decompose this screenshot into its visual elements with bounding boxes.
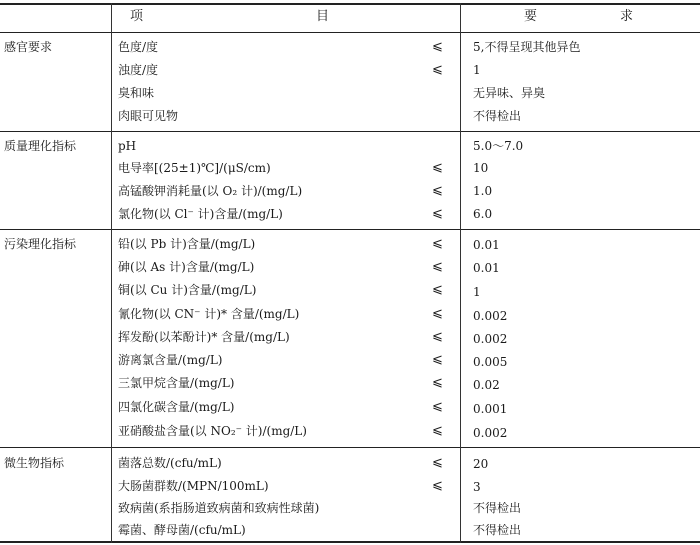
item-label: 臭和味 <box>118 86 155 100</box>
item-label: 霉菌、酵母菌/(cfu/mL) <box>118 523 246 537</box>
item-label: 砷(以 As 计)含量/(mg/L) <box>118 260 255 274</box>
bottom-rule <box>0 541 700 543</box>
item-label: 致病菌(系指肠道致病菌和致病性球菌) <box>118 501 320 515</box>
item-label: 肉眼可见物 <box>118 109 179 123</box>
category-label: 感官要求 <box>4 40 53 54</box>
requirement-value: 0.002 <box>473 309 508 323</box>
section-rule-2 <box>0 229 700 230</box>
requirement-value: 0.001 <box>473 402 508 416</box>
operator: ⩽ <box>432 62 443 77</box>
requirement-value: 5.0～7.0 <box>473 139 524 153</box>
requirement-value: 不得检出 <box>473 109 522 123</box>
requirement-value: 10 <box>473 161 489 175</box>
operator: ⩽ <box>432 423 443 438</box>
requirement-column-divider <box>460 3 461 543</box>
operator: ⩽ <box>432 306 443 321</box>
operator: ⩽ <box>432 282 443 297</box>
operator: ⩽ <box>432 478 443 493</box>
item-label: 浊度/度 <box>118 63 159 77</box>
operator: ⩽ <box>432 39 443 54</box>
requirement-value: 1 <box>473 285 481 299</box>
operator: ⩽ <box>432 352 443 367</box>
item-label: 铜(以 Cu 计)含量/(mg/L) <box>118 283 257 297</box>
header-rule <box>0 32 700 33</box>
item-label: 三氯甲烷含量/(mg/L) <box>118 376 235 390</box>
item-label: 电导率[(25±1)℃]/(μS/cm) <box>118 161 271 175</box>
section-rule-3 <box>0 447 700 448</box>
section-rule-1 <box>0 131 700 132</box>
category-label: 微生物指标 <box>4 456 65 470</box>
operator: ⩽ <box>432 183 443 198</box>
category-label: 污染理化指标 <box>4 237 77 251</box>
category-column-divider <box>111 3 112 543</box>
item-label: 游离氯含量/(mg/L) <box>118 353 223 367</box>
operator: ⩽ <box>432 259 443 274</box>
requirement-value: 不得检出 <box>473 501 522 515</box>
item-label: 色度/度 <box>118 40 159 54</box>
operator: ⩽ <box>432 399 443 414</box>
requirement-value: 5,不得呈现其他异色 <box>473 40 581 54</box>
operator: ⩽ <box>432 375 443 390</box>
operator: ⩽ <box>432 329 443 344</box>
requirement-value: 0.002 <box>473 332 508 346</box>
requirement-value: 0.005 <box>473 355 508 369</box>
requirement-value: 1.0 <box>473 184 493 198</box>
item-label: 铅(以 Pb 计)含量/(mg/L) <box>118 237 256 251</box>
item-label: 菌落总数/(cfu/mL) <box>118 456 222 470</box>
requirement-value: 6.0 <box>473 207 493 221</box>
item-label: pH <box>118 139 137 153</box>
requirement-value: 0.01 <box>473 261 500 275</box>
header-qiu: 求 <box>620 9 634 24</box>
operator: ⩽ <box>432 206 443 221</box>
category-label: 质量理化指标 <box>4 139 77 153</box>
requirement-value: 0.002 <box>473 426 508 440</box>
item-label: 亚硝酸盐含量(以 NO₂⁻ 计)/(mg/L) <box>118 424 307 438</box>
top-rule <box>0 3 700 5</box>
requirement-value: 无异味、异臭 <box>473 86 546 100</box>
header-mu: 目 <box>316 9 330 24</box>
item-label: 氯化物(以 Cl⁻ 计)含量/(mg/L) <box>118 207 283 221</box>
requirement-value: 不得检出 <box>473 523 522 537</box>
operator: ⩽ <box>432 455 443 470</box>
header-xiang: 项 <box>130 9 144 24</box>
requirement-value: 3 <box>473 480 481 494</box>
item-label: 氰化物(以 CN⁻ 计)* 含量/(mg/L) <box>118 307 300 321</box>
item-label: 四氯化碳含量/(mg/L) <box>118 400 235 414</box>
item-label: 高锰酸钾消耗量(以 O₂ 计)/(mg/L) <box>118 184 303 198</box>
header-yao: 要 <box>524 9 538 24</box>
requirement-value: 20 <box>473 457 489 471</box>
operator: ⩽ <box>432 160 443 175</box>
requirement-value: 0.02 <box>473 378 500 392</box>
operator: ⩽ <box>432 236 443 251</box>
requirement-value: 0.01 <box>473 238 500 252</box>
requirement-value: 1 <box>473 63 481 77</box>
item-label: 挥发酚(以苯酚计)* 含量/(mg/L) <box>118 330 290 344</box>
item-label: 大肠菌群数/(MPN/100mL) <box>118 479 269 493</box>
